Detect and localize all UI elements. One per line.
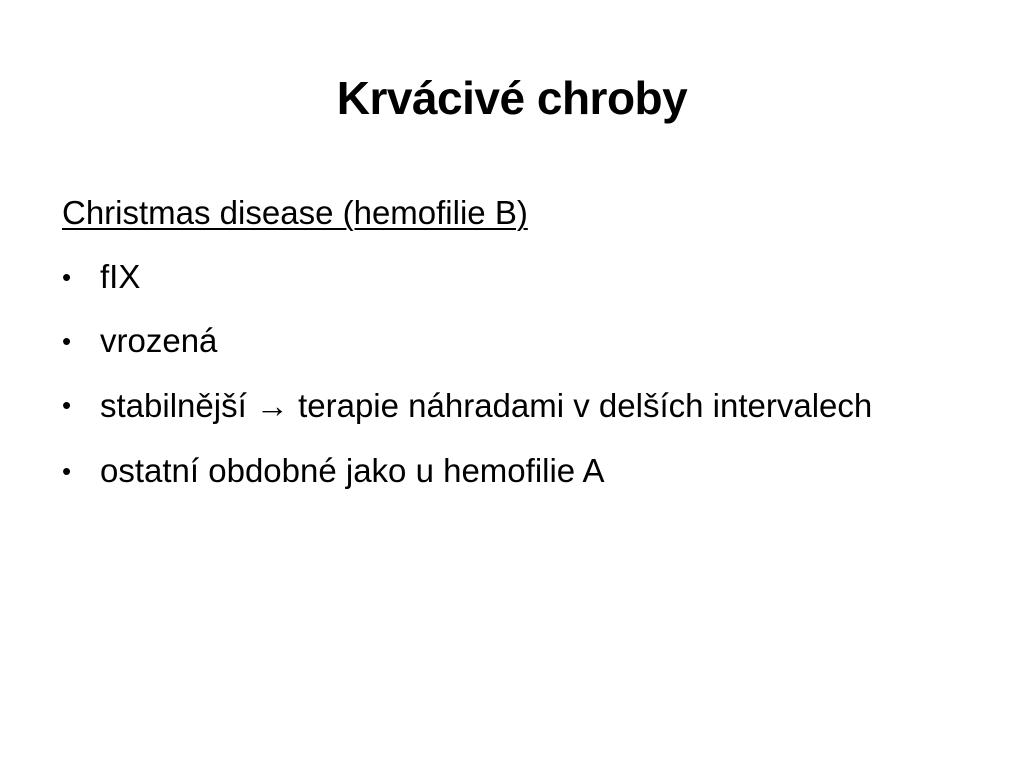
bullet-icon: • bbox=[62, 390, 72, 420]
bullet-text: vrozená bbox=[100, 322, 218, 359]
bullet-icon: • bbox=[62, 326, 72, 356]
slide-body bbox=[62, 188, 962, 510]
bullet-text: stabilnější → terapie náhradami v delších intervalech bbox=[100, 387, 873, 424]
bullet-icon: • bbox=[62, 262, 72, 292]
bullet-text: ostatní obdobné jako u hemofilie A bbox=[100, 452, 605, 489]
bullet-item bbox=[62, 252, 962, 302]
bullet-list bbox=[62, 252, 962, 496]
slide-title: Krvácivé chroby bbox=[336, 72, 688, 124]
bullet-item bbox=[62, 446, 962, 496]
slide-subtitle: Christmas disease (hemofilie B) bbox=[62, 194, 528, 231]
bullet-item bbox=[62, 316, 962, 366]
bullet-text: fIX bbox=[100, 258, 141, 295]
bullet-icon: • bbox=[62, 456, 72, 486]
bullet-item bbox=[62, 380, 962, 432]
